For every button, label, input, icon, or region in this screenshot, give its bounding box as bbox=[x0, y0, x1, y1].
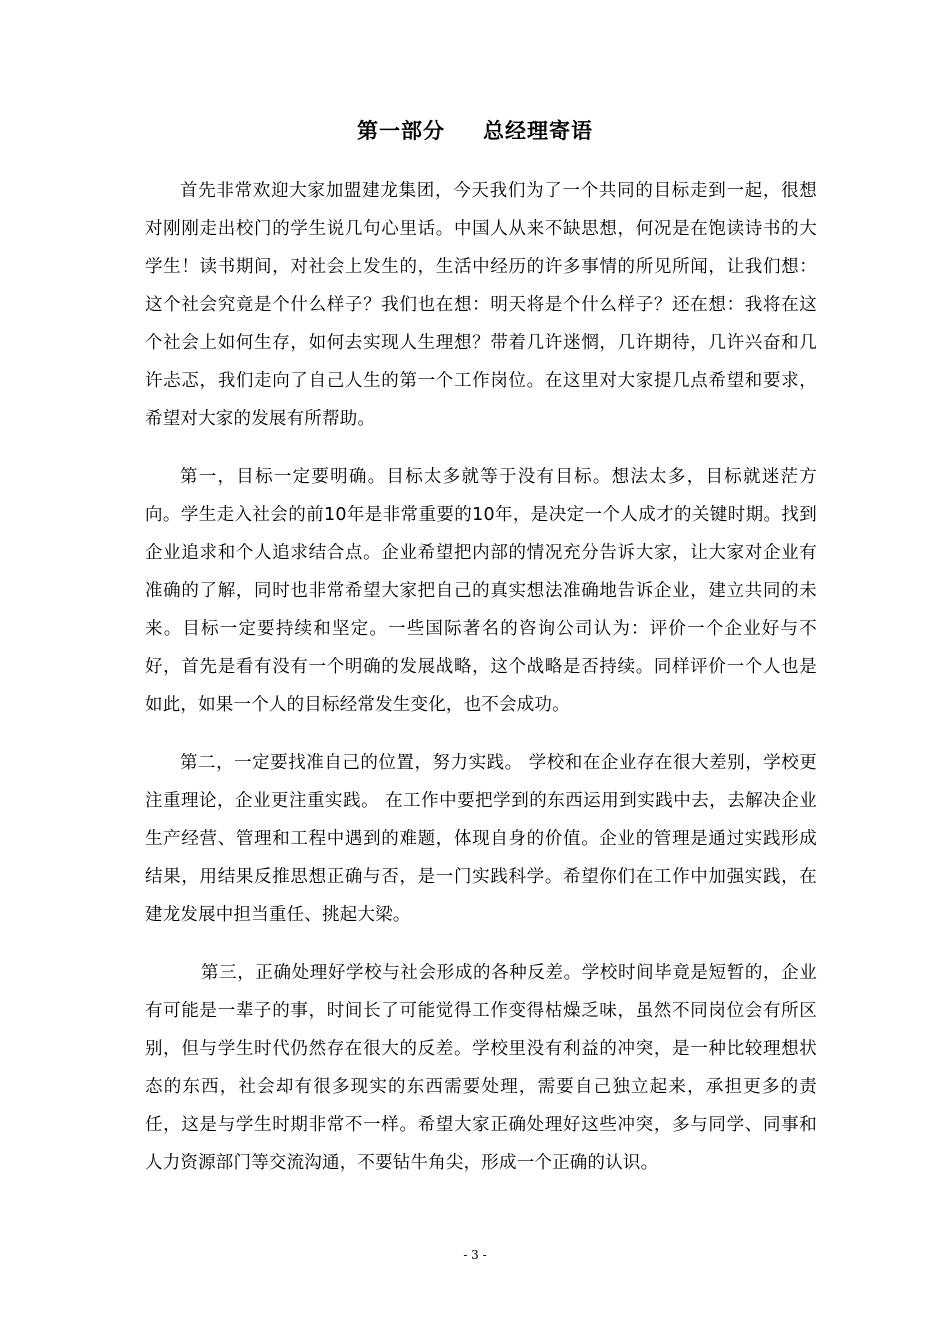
paragraph-second-point: 第二，一定要找准自己的位置，努力实践。 学校和在企业存在很大差别，学校更注重理论，企业更注重实践。 在工作中要把学到的东西运用到实践中去，去解决企业生产经营、管理和工程中遇到的难题，体现自身的价值。企业的管理是通过实践形成结果，用结果反推思想正确与否，是一门实践科学。希望你们在工作中加强实践，在建龙发展中担当重任、挑起大梁。 bbox=[145, 753, 817, 925]
paragraph-first-point: 第一，目标一定要明确。目标太多就等于没有目标。想法太多，目标就迷茫方向。学生走入社会的前10年是非常重要的10年，是决定一个人成才的关键时期。找到企业追求和个人追求结合点。企业希望把内部的情况充分告诉大家，让大家对企业有准确的了解，同时也非常希望大家把自己的真实想法准确地告诉企业，建立共同的未来。目标一定要持续和坚定。一些国际著名的咨询公司认为：评价一个企业好与不好，首先是看有没有一个明确的发展战略，这个战略是否持续。同样评价一个人也是如此，如果一个人的目标经常发生变化，也不会成功。 bbox=[145, 467, 817, 715]
paragraph-third-point: 第三，正确处理好学校与社会形成的各种反差。学校时间毕竟是短暂的，企业有可能是一辈子的事，时间长了可能觉得工作变得枯燥乏味，虽然不同岗位会有所区别，但与学生时代仍然存在很大的反差。学校里没有利益的冲突，是一种比较理想状态的东西，社会却有很多现实的东西需要处理，需要自己独立起来，承担更多的责任，这是与学生时期非常不一样。希望大家正确处理好这些冲突，多与同学、同事和人力资源部门等交流沟通，不要钻牛角尖，形成一个正确的认识。 bbox=[145, 963, 817, 1173]
title-heading: 总经理寄语 bbox=[483, 119, 593, 143]
page-number: - 3 - bbox=[463, 1248, 487, 1262]
paragraph-intro: 首先非常欢迎大家加盟建龙集团，今天我们为了一个共同的目标走到一起，很想对刚刚走出校门的学生说几句心里话。中国人从来不缺思想，何况是在饱读诗书的大学生！读书期间，对社会上发生的，生活中经历的许多事情的所见所闻，让我们想：这个社会究竟是个什么样子？我们也在想：明天将是个什么样子？还在想：我将在这个社会上如何生存，如何去实现人生理想？带着几许迷惘，几许期待，几许兴奋和几许忐忑，我们走向了自己人生的第一个工作岗位。在这里对大家提几点希望和要求，希望对大家的发展有所帮助。 bbox=[145, 181, 817, 429]
page-title bbox=[0, 116, 950, 146]
title-section-label: 第一部分 bbox=[357, 119, 445, 143]
